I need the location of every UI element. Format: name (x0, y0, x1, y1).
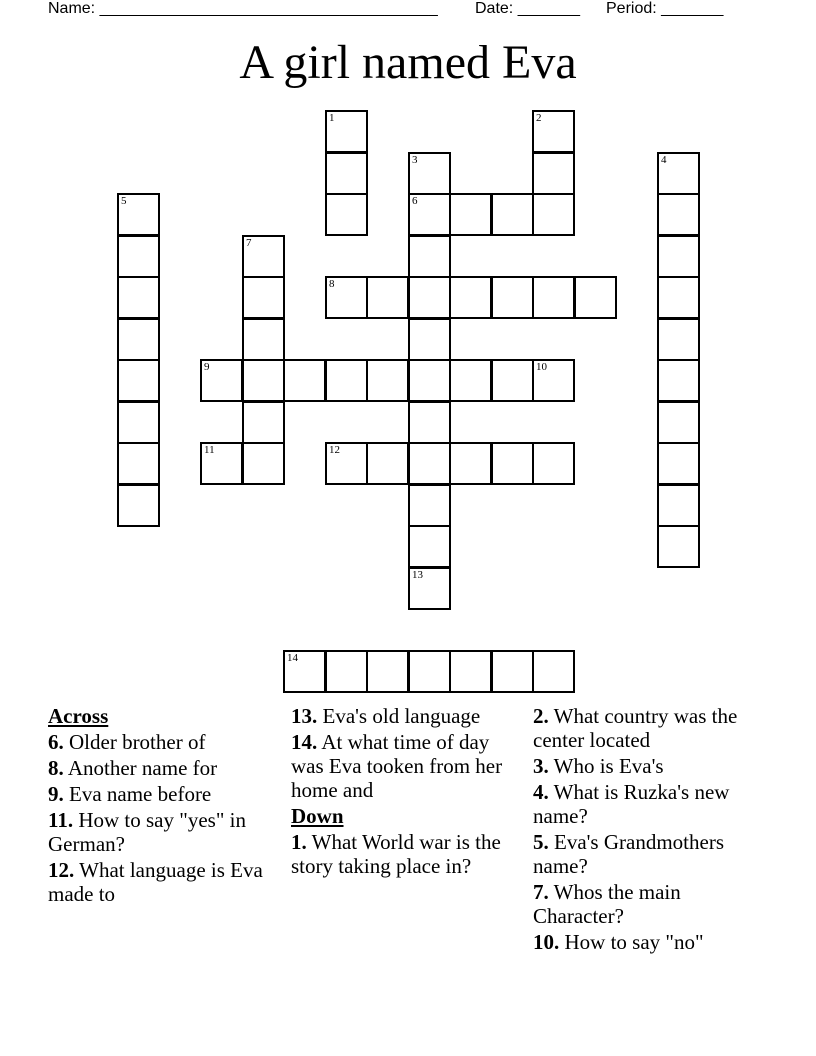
grid-cell[interactable] (366, 650, 409, 693)
clue-column-2 (291, 704, 523, 880)
grid-cell[interactable] (408, 484, 451, 527)
grid-cell[interactable] (532, 110, 575, 153)
clue-number: 9 (204, 361, 210, 373)
name-field[interactable]: Name: ______________________________________ (48, 0, 438, 17)
grid-cell[interactable] (449, 193, 492, 236)
page-title: A girl named Eva (239, 36, 577, 89)
grid-cell[interactable] (532, 193, 575, 236)
grid-cell[interactable] (366, 276, 409, 319)
grid-cell[interactable] (242, 318, 285, 361)
grid-cell[interactable] (200, 359, 243, 402)
clue-down-4: 4. What is Ruzka's new name? (533, 780, 730, 828)
grid-cell[interactable] (657, 152, 700, 195)
grid-cell[interactable] (657, 525, 700, 568)
grid-cell[interactable] (117, 401, 160, 444)
clue-number: 6 (412, 195, 418, 207)
grid-cell[interactable] (283, 650, 326, 693)
clue-down-7: 7. Whos the main Character? (533, 880, 681, 928)
grid-cell[interactable] (117, 193, 160, 236)
grid-cell[interactable] (200, 442, 243, 485)
grid-cell[interactable] (325, 359, 368, 402)
grid-cell[interactable] (657, 401, 700, 444)
grid-cell[interactable] (491, 193, 534, 236)
clue-number: 1 (329, 112, 335, 124)
grid-cell[interactable] (117, 484, 160, 527)
clue-across-13: 13. Eva's old language (291, 704, 481, 728)
clue-down-3: 3. Who is Eva's (533, 754, 664, 778)
grid-cell[interactable] (117, 318, 160, 361)
grid-cell[interactable] (449, 276, 492, 319)
grid-cell[interactable] (117, 359, 160, 402)
clue-down-10: 10. How to say "no" (533, 930, 704, 954)
grid-cell[interactable] (366, 442, 409, 485)
grid-cell[interactable] (366, 359, 409, 402)
grid-cell[interactable] (491, 650, 534, 693)
clue-across-11: 11. How to say "yes" in German? (48, 808, 246, 856)
grid-cell[interactable] (532, 276, 575, 319)
date-field[interactable]: Date: _______ (475, 0, 580, 17)
grid-cell[interactable] (408, 152, 451, 195)
clue-number: 14 (287, 652, 298, 664)
grid-cell[interactable] (408, 650, 451, 693)
clue-number: 10 (536, 361, 547, 373)
clue-column-3 (533, 704, 773, 956)
grid-cell[interactable] (408, 193, 451, 236)
grid-cell[interactable] (408, 442, 451, 485)
clue-number: 13 (412, 569, 423, 581)
grid-cell[interactable] (532, 442, 575, 485)
grid-cell[interactable] (657, 359, 700, 402)
grid-cell[interactable] (325, 193, 368, 236)
grid-cell[interactable] (449, 650, 492, 693)
grid-cell[interactable] (491, 276, 534, 319)
clue-across-8: 8. Another name for (48, 756, 218, 780)
grid-cell[interactable] (532, 650, 575, 693)
clue-number: 12 (329, 444, 340, 456)
grid-cell[interactable] (408, 318, 451, 361)
clue-column-1 (48, 704, 280, 908)
grid-cell[interactable] (408, 276, 451, 319)
grid-cell[interactable] (574, 276, 617, 319)
grid-cell[interactable] (532, 359, 575, 402)
grid-cell[interactable] (408, 525, 451, 568)
clue-across-14: 14. At what time of day was Eva tooken from her home and (291, 730, 503, 802)
grid-cell[interactable] (449, 359, 492, 402)
grid-cell[interactable] (532, 152, 575, 195)
grid-cell[interactable] (408, 359, 451, 402)
grid-cell[interactable] (325, 442, 368, 485)
grid-cell[interactable] (657, 193, 700, 236)
down-heading: Down (291, 804, 344, 828)
grid-cell[interactable] (657, 442, 700, 485)
grid-cell[interactable] (325, 152, 368, 195)
clue-number: 2 (536, 112, 542, 124)
clue-down-1: 1. What World war is the story taking place in? (291, 830, 501, 878)
grid-cell[interactable] (657, 318, 700, 361)
clue-down-5: 5. Eva's Grandmothers name? (533, 830, 724, 878)
grid-cell[interactable] (657, 235, 700, 278)
clue-across-9: 9. Eva name before (48, 782, 212, 806)
across-heading: Across (48, 704, 109, 728)
grid-cell[interactable] (491, 442, 534, 485)
grid-cell[interactable] (242, 401, 285, 444)
clue-across-12: 12. What language is Eva made to (48, 858, 263, 906)
grid-cell[interactable] (242, 359, 285, 402)
clue-number: 4 (661, 154, 667, 166)
clue-number: 11 (204, 444, 215, 456)
grid-cell[interactable] (242, 442, 285, 485)
grid-cell[interactable] (242, 235, 285, 278)
grid-cell[interactable] (242, 276, 285, 319)
grid-cell[interactable] (117, 276, 160, 319)
grid-cell[interactable] (657, 276, 700, 319)
clue-number: 7 (246, 237, 252, 249)
grid-cell[interactable] (449, 442, 492, 485)
grid-cell[interactable] (657, 484, 700, 527)
clue-number: 8 (329, 278, 335, 290)
clue-down-2: 2. What country was the center located (533, 704, 738, 752)
clue-number: 3 (412, 154, 418, 166)
grid-cell[interactable] (325, 276, 368, 319)
clue-number: 5 (121, 195, 127, 207)
clue-across-6: 6. Older brother of (48, 730, 206, 754)
grid-cell[interactable] (325, 650, 368, 693)
grid-cell[interactable] (491, 359, 534, 402)
grid-cell[interactable] (408, 401, 451, 444)
grid-cell[interactable] (408, 235, 451, 278)
grid-cell[interactable] (408, 567, 451, 610)
grid-cell[interactable] (117, 442, 160, 485)
grid-cell[interactable] (283, 359, 326, 402)
grid-cell[interactable] (325, 110, 368, 153)
grid-cell[interactable] (117, 235, 160, 278)
period-field[interactable]: Period: _______ (606, 0, 724, 17)
